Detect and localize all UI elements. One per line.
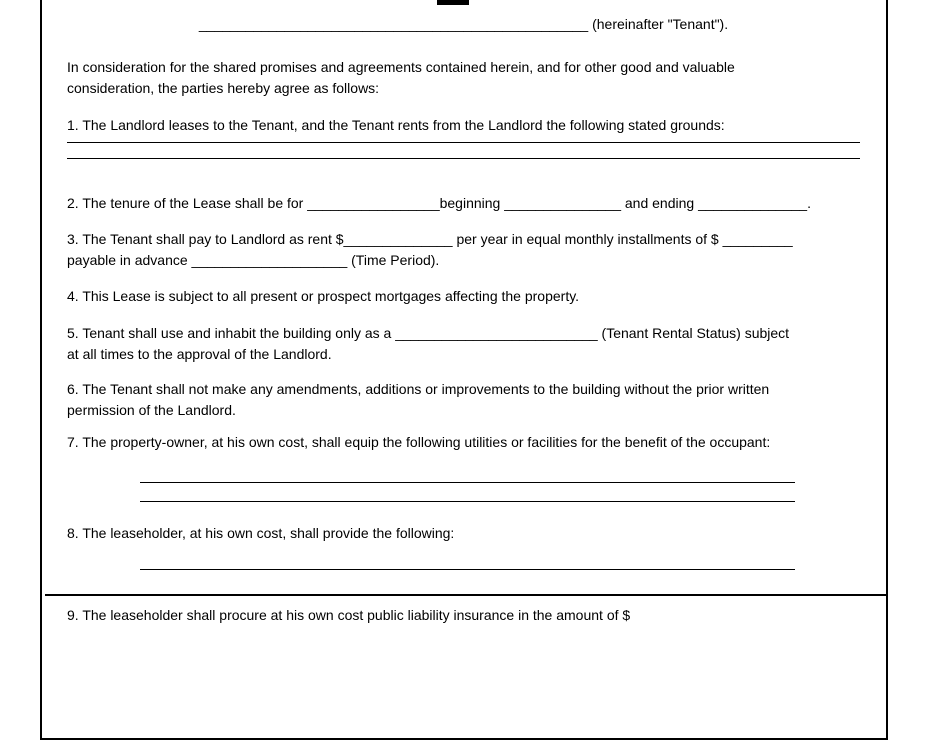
clause-6-line-2: permission of the Landlord. — [67, 402, 236, 418]
clause-3-line-1: 3. The Tenant shall pay to Landlord as rent $______________ per year in equal monthly installments of $ _________ — [67, 231, 793, 247]
clause-9-clipped: 9. The leaseholder shall procure at his own cost public liability insurance in the amount of $ — [67, 607, 631, 623]
clause-5-line-1: 5. Tenant shall use and inhabit the building only as a __________________________ (Tenant Rental Status) subject — [67, 325, 790, 341]
tenant-name-line — [67, 14, 860, 35]
tenant-name-caption: (hereinafter "Tenant"). — [588, 16, 729, 32]
clause-1: 1. The Landlord leases to the Tenant, and the Tenant rents from the Landlord the following stated grounds: — [67, 117, 725, 133]
clause-3 — [67, 229, 860, 271]
intro-line-2: consideration, the parties hereby agree as follows: — [67, 80, 380, 96]
clause-6 — [67, 379, 860, 421]
clause-4: 4. This Lease is subject to all present or prospect mortgages affecting the property. — [67, 288, 580, 304]
blank-line-grounds-2 — [67, 158, 860, 159]
intro-paragraph — [67, 57, 860, 99]
clause-7: 7. The property-owner, at his own cost, shall equip the following utilities or facilities for the benefit of the occupant: — [67, 434, 771, 450]
clause-2: 2. The tenure of the Lease shall be for _________________beginning _______________ and ending ______________. — [67, 195, 811, 211]
clause-5-line-2: at all times to the approval of the Landlord. — [67, 346, 332, 362]
blank-line-provide-1 — [140, 569, 795, 570]
clause-8: 8. The leaseholder, at his own cost, shall provide the following: — [67, 525, 455, 541]
blank-line-utilities-2 — [140, 501, 795, 502]
blank-line-provide-2 — [45, 594, 886, 596]
clause-6-line-1: 6. The Tenant shall not make any amendments, additions or improvements to the building without the prior written — [67, 381, 770, 397]
blank-line-grounds-1 — [67, 142, 860, 143]
lease-agreement-body — [67, 14, 860, 570]
clause-5 — [67, 323, 860, 365]
clipped-title-fragment — [437, 0, 469, 5]
clause-3-line-2: payable in advance ____________________ (Time Period). — [67, 252, 440, 268]
blank-line-utilities-1 — [140, 482, 795, 483]
intro-line-1: In consideration for the shared promises and agreements contained herein, and for other good and valuable — [67, 59, 735, 75]
tenant-name-blank: __________________________________________________ — [198, 16, 589, 32]
